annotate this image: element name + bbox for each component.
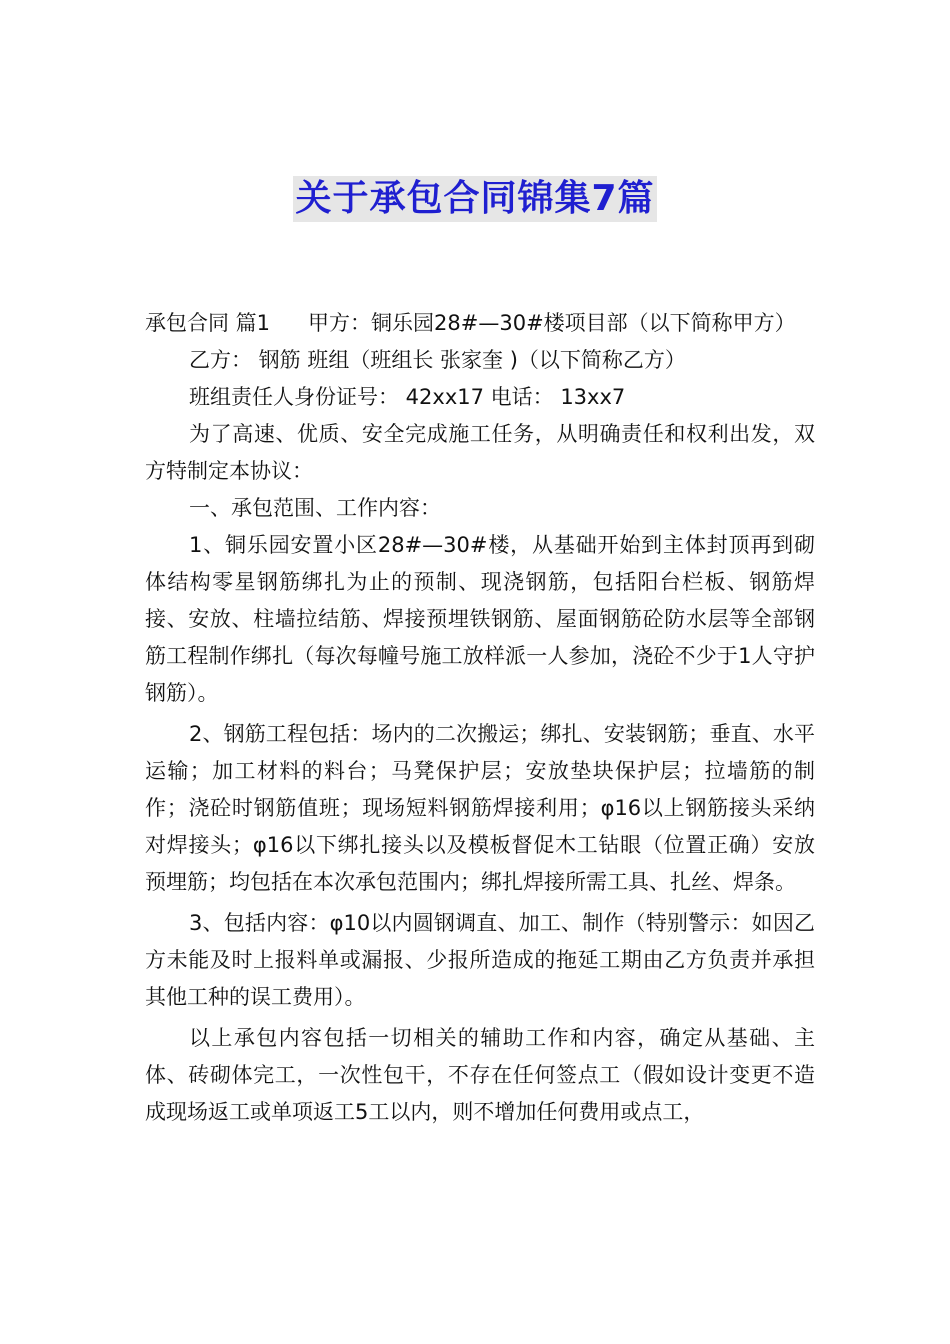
paragraph-id-phone: 班组责任人身份证号： 42xx17 电话： 13xx7 bbox=[189, 385, 626, 409]
paragraph-item-2: 2、钢筋工程包括：场内的二次搬运；绑扎、安装钢筋；垂直、水平运输；加工材料的料台；马凳保护层；安放垫块保护层；拉墙筋的制作；浇砼时钢筋值班；现场短料钢筋焊接利用；φ16以上钢筋接头采纳对焊接头；φ16以下绑扎接头以及模板督促木工钻眼（位置正确）安放预埋筋；均包括在本次承包范围内；绑扎焊接所需工具、扎丝、焊条。 bbox=[145, 722, 815, 894]
paragraph-party-b: 乙方： 钢筋 班组（班组长 张家奎 )（以下简称乙方） bbox=[189, 348, 686, 372]
document-title: 关于承包合同锦集7篇 bbox=[293, 176, 656, 222]
title-block bbox=[0, 176, 950, 222]
paragraph-section-heading: 一、承包范围、工作内容： bbox=[189, 496, 441, 520]
paragraph-intro: 为了高速、优质、安全完成施工任务，从明确责任和权利出发，双方特制定本协议： bbox=[145, 422, 815, 483]
contract-heading-label: 承包合同 篇1 bbox=[145, 311, 271, 335]
paragraph-item-3: 3、包括内容：φ10以内圆钢调直、加工、制作（特别警示：如因乙方未能及时上报料单或漏报、少报所造成的拖延工期由乙方负责并承担其他工种的误工费用）。 bbox=[145, 911, 815, 1009]
paragraph-item-1: 1、铜乐园安置小区28#—30#楼，从基础开始到主体封顶再到砌体结构零星钢筋绑扎为止的预制、现浇钢筋，包括阳台栏板、钢筋焊接、安放、柱墙拉结筋、焊接预埋铁钢筋、屋面钢筋砼防水层等全部钢筋工程制作绑扎（每次每幢号施工放样派一人参加，浇砼不少于1人守护钢筋）。 bbox=[145, 533, 815, 705]
party-a-text: 甲方：铜乐园28#—30#楼项目部（以下简称甲方） bbox=[308, 311, 796, 335]
document-body bbox=[145, 305, 815, 1131]
paragraph-scope-summary: 以上承包内容包括一切相关的辅助工作和内容，确定从基础、主体、砖砌体完工，一次性包干，不存在任何签点工（假如设计变更不造成现场返工或单项返工5工以内，则不增加任何费用或点工， bbox=[145, 1026, 815, 1124]
paragraph-party-a bbox=[145, 305, 815, 342]
